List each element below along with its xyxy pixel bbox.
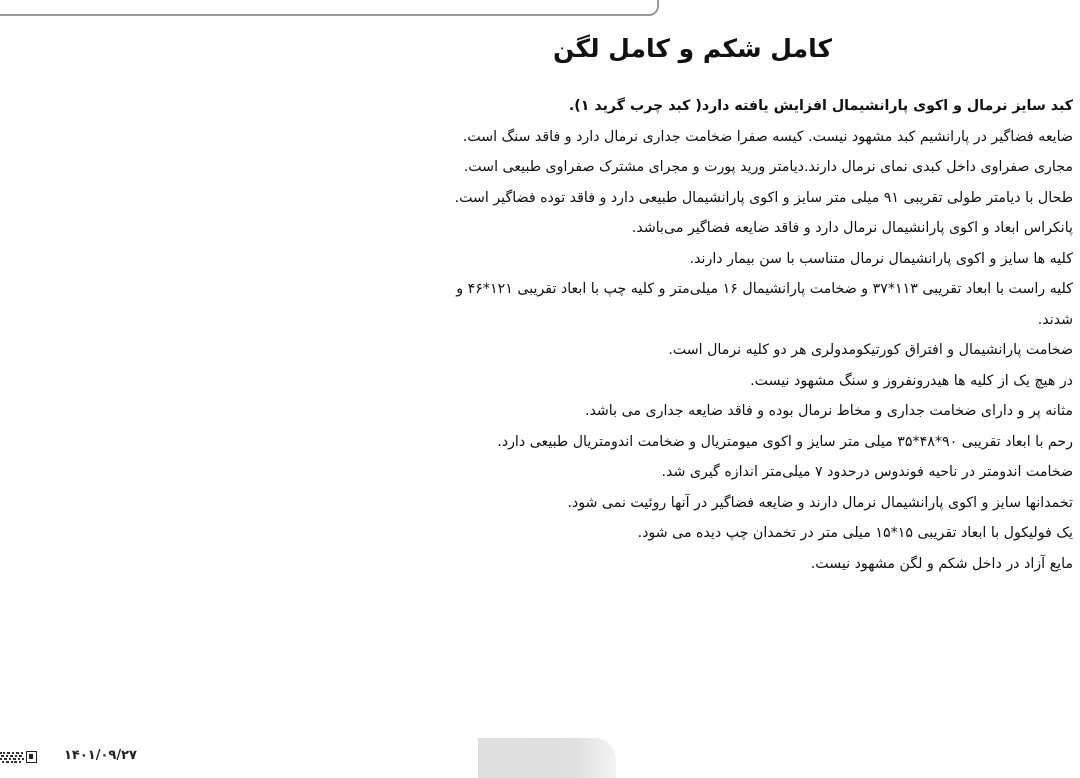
- report-line-bile-ducts: مجاری صفراوی داخل کبدی نمای نرمال دارند.دیامتر ورید پورت و مجرای مشترک صفراوی طبیعی است.: [463, 159, 1073, 175]
- report-line-ovaries: تخمدانها سایز و اکوی پارانشیمال نرمال دارند و ضایعه فضاگیر در آنها روئیت نمی شود.: [567, 494, 1073, 511]
- report-line-uterus: رحم با ابعاد تقریبی ۹۰*۴۸*۳۵ میلی متر سایز و اکوی میومتریال و ضخامت اندومتریال طبیعی دارد.: [497, 433, 1073, 450]
- report-line-kidney-dimensions: کلیه راست با ابعاد تقریبی ۱۱۳*۳۷ و ضخامت پارانشیمال ۱۶ میلی‌متر و کلیه چپ با ابعاد تقریبی ۱۲۱*۴۶ و: [456, 281, 1073, 297]
- report-line-kidneys-general: کلیه ها سایز و اکوی پارانشیمال نرمال متناسب با سن بیمار دارند.: [689, 250, 1073, 267]
- report-line-liver: کبد سایز نرمال و اکوی پارانشیمال افزایش یافته دارد( کبد چرب گرید ۱).: [568, 98, 1073, 114]
- report-line-pancreas: پانکراس ابعاد و اکوی پارانشیمال نرمال دارد و فاقد ضایعه فضاگیر می‌باشد.: [631, 220, 1073, 236]
- page-title: کامل شکم و کامل لگن: [553, 34, 832, 63]
- qr-square-icon: [26, 751, 37, 763]
- top-frame-border: [0, 0, 659, 16]
- qr-code-icon: [0, 752, 24, 764]
- report-body: [0, 91, 1080, 579]
- report-date: ۱۴۰۱/۰۹/۲۷: [64, 748, 137, 763]
- scroll-overlay[interactable]: [478, 738, 616, 778]
- report-line-bladder: مثانه پر و دارای ضخامت جداری و مخاط نرمال بوده و فاقد ضایعه جداری می باشد.: [584, 403, 1073, 419]
- report-line-kidney-continued: شدند.: [1037, 311, 1073, 328]
- report-line-corticomedullary: ضخامت پارانشیمال و افتراق کورتیکومدولری هر دو کلیه نرمال است.: [668, 342, 1073, 358]
- report-line-follicle: یک فولیکول با ابعاد تقریبی ۱۵*۱۵ میلی متر در تخمدان چپ دیده می شود.: [637, 525, 1073, 541]
- report-line-free-fluid: مایع آزاد در داخل شکم و لگن مشهود نیست.: [810, 555, 1073, 572]
- report-line-endometrium: ضخامت اندومتر در ناحیه فوندوس درحدود ۷ میلی‌متر اندازه گیری شد.: [661, 464, 1073, 480]
- report-line-gallbladder: ضایعه فضاگیر در پارانشیم کبد مشهود نیست. کیسه صفرا ضخامت جداری نرمال دارد و فاقد سنگ است.: [462, 128, 1073, 145]
- report-line-hydronephrosis: در هیچ یک از کلیه ها هیدرونفروز و سنگ مشهود نیست.: [750, 372, 1073, 389]
- report-line-spleen: طحال با دیامتر طولی تقریبی ۹۱ میلی متر سایز و اکوی پارانشیمال طبیعی دارد و فاقد توده فضاگیر است.: [454, 189, 1073, 206]
